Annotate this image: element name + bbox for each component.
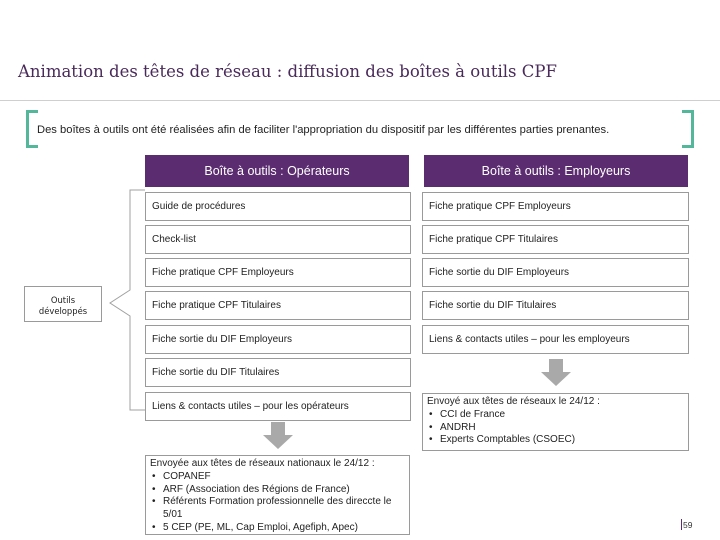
list-item: • CCI de France xyxy=(427,409,684,422)
side-label-line2: développés xyxy=(38,306,88,316)
employeurs-distribution-note xyxy=(422,393,689,451)
employeurs-note-intro: Envoyé aux têtes de réseaux le 24/12 : xyxy=(427,396,600,407)
list-item: • Experts Comptables (CSOEC) xyxy=(427,434,684,447)
page-number: 59 xyxy=(683,520,693,530)
list-item: • 5 CEP (PE, ML, Cap Emploi, Agefiph, Apec) xyxy=(150,522,405,535)
employeurs-item: Fiche sortie du DIF Employeurs xyxy=(422,258,689,287)
list-item: • Référents Formation professionnelle des direccte le 5/01 xyxy=(150,496,405,522)
arrow-down-icon xyxy=(540,359,572,387)
operateurs-item: Fiche sortie du DIF Employeurs xyxy=(145,325,411,354)
list-item: • ANDRH xyxy=(427,422,684,435)
intro-text: Des boîtes à outils ont été réalisées afin de faciliter l'appropriation du dispositif par les différentes parties prenantes. xyxy=(37,124,610,136)
employeurs-item: Liens & contacts utiles – pour les employeurs xyxy=(422,325,689,354)
operateurs-note-intro: Envoyée aux têtes de réseaux nationaux le 24/12 : xyxy=(150,458,375,469)
operateurs-item: Guide de procédures xyxy=(145,192,411,221)
operateurs-item: Check-list xyxy=(145,225,411,254)
list-item: • ARF (Association des Régions de France) xyxy=(150,484,405,497)
operateurs-item: Fiche pratique CPF Titulaires xyxy=(145,291,411,320)
arrow-down-icon xyxy=(262,422,294,450)
page-title: Animation des têtes de réseau : diffusion des boîtes à outils CPF xyxy=(18,62,557,81)
operateurs-distribution-note xyxy=(145,455,410,535)
employeurs-item: Fiche pratique CPF Employeurs xyxy=(422,192,689,221)
employeurs-item: Fiche pratique CPF Titulaires xyxy=(422,225,689,254)
page-number-divider xyxy=(681,519,682,530)
operateurs-note-list xyxy=(150,471,405,535)
side-label-line1: Outils xyxy=(50,295,76,305)
operateurs-item: Fiche sortie du DIF Titulaires xyxy=(145,358,411,387)
employeurs-note-list xyxy=(427,409,684,447)
employeurs-item: Fiche sortie du DIF Titulaires xyxy=(422,291,689,320)
list-item: • COPANEF xyxy=(150,471,405,484)
employeurs-header: Boîte à outils : Employeurs xyxy=(424,155,688,187)
operateurs-header: Boîte à outils : Opérateurs xyxy=(145,155,409,187)
operateurs-item: Fiche pratique CPF Employeurs xyxy=(145,258,411,287)
side-label-outils xyxy=(24,286,102,322)
operateurs-item: Liens & contacts utiles – pour les opérateurs xyxy=(145,392,411,421)
